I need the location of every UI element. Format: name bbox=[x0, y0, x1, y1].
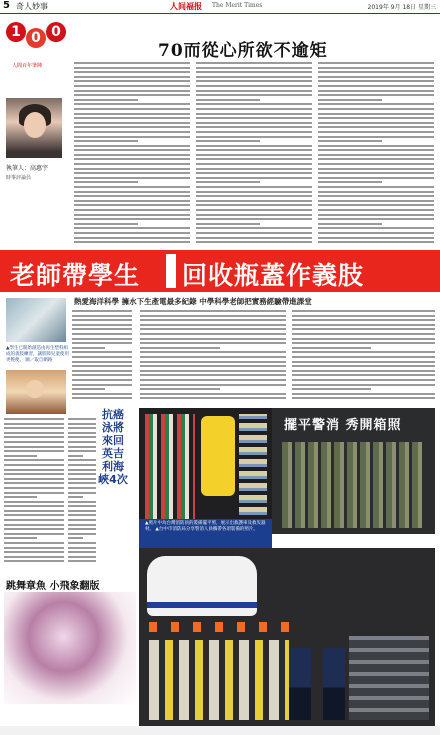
text-line bbox=[68, 492, 96, 494]
text-line bbox=[140, 388, 220, 390]
text-line bbox=[68, 423, 96, 425]
text-line bbox=[68, 450, 96, 452]
text-line bbox=[4, 487, 64, 489]
text-line bbox=[196, 214, 312, 216]
text-line bbox=[68, 446, 96, 448]
text-line bbox=[196, 186, 312, 188]
text-line bbox=[74, 103, 190, 105]
text-line bbox=[292, 342, 435, 344]
text-line bbox=[196, 131, 312, 133]
text-line bbox=[72, 384, 132, 386]
text-line bbox=[318, 76, 434, 78]
text-line bbox=[4, 514, 64, 516]
text-line bbox=[196, 209, 312, 211]
text-line bbox=[318, 103, 434, 105]
text-line bbox=[72, 397, 132, 399]
text-line bbox=[74, 149, 190, 151]
text-line bbox=[4, 551, 64, 553]
text-line bbox=[140, 342, 286, 344]
text-line bbox=[196, 227, 312, 229]
text-line bbox=[4, 469, 64, 471]
text-line bbox=[196, 241, 312, 243]
text-line bbox=[74, 140, 138, 142]
text-line bbox=[72, 315, 132, 317]
text-line bbox=[318, 71, 434, 73]
text-line bbox=[140, 319, 286, 321]
text-line bbox=[74, 218, 190, 220]
text-line bbox=[318, 67, 434, 69]
text-line bbox=[196, 191, 312, 193]
text-line bbox=[318, 214, 434, 216]
text-line bbox=[4, 432, 64, 434]
column-badge bbox=[6, 20, 70, 62]
text-line bbox=[68, 418, 96, 420]
text-line bbox=[74, 117, 190, 119]
text-line bbox=[140, 379, 286, 381]
text-line bbox=[318, 181, 382, 183]
text-line bbox=[318, 195, 434, 197]
text-line bbox=[74, 99, 138, 101]
text-line bbox=[68, 441, 96, 443]
text-line bbox=[74, 90, 190, 92]
text-line bbox=[318, 237, 434, 239]
text-line bbox=[74, 209, 190, 211]
text-line bbox=[4, 464, 64, 466]
text-line bbox=[196, 218, 312, 220]
text-line bbox=[68, 505, 96, 507]
text-line bbox=[68, 510, 96, 512]
side-text-1 bbox=[4, 418, 64, 568]
text-line bbox=[74, 154, 190, 156]
text-line bbox=[196, 90, 312, 92]
text-line bbox=[318, 149, 434, 151]
text-line bbox=[4, 524, 64, 526]
text-line bbox=[140, 310, 286, 312]
badge-digit-0b-icon: 0 bbox=[46, 22, 66, 42]
text-line bbox=[74, 186, 190, 188]
text-line bbox=[4, 423, 64, 425]
text-line bbox=[74, 71, 190, 73]
text-line bbox=[4, 505, 64, 507]
text-line bbox=[72, 324, 132, 326]
column-text-2 bbox=[196, 62, 312, 246]
text-line bbox=[74, 94, 190, 96]
text-line bbox=[72, 388, 105, 390]
text-line bbox=[72, 342, 132, 344]
text-line bbox=[196, 76, 312, 78]
text-line bbox=[196, 200, 312, 202]
text-line bbox=[74, 232, 190, 234]
text-line bbox=[318, 204, 434, 206]
text-line bbox=[72, 374, 132, 376]
text-line bbox=[140, 338, 286, 340]
text-line bbox=[74, 168, 190, 170]
police-story-title: 擺平警消 秀開箱照 bbox=[284, 418, 402, 433]
text-line bbox=[196, 108, 312, 110]
text-line bbox=[4, 492, 64, 494]
badge-subtitle: 人間百年筆陣 bbox=[12, 63, 43, 69]
text-line bbox=[4, 560, 64, 562]
text-line bbox=[4, 501, 64, 503]
octopus-photo bbox=[4, 592, 136, 704]
text-line bbox=[196, 163, 312, 165]
text-line bbox=[196, 67, 312, 69]
text-line bbox=[140, 347, 220, 349]
text-line bbox=[196, 195, 312, 197]
text-line bbox=[318, 113, 434, 115]
text-line bbox=[68, 537, 83, 539]
text-line bbox=[318, 140, 382, 142]
text-line bbox=[68, 547, 96, 549]
text-line bbox=[292, 319, 435, 321]
text-line bbox=[68, 436, 96, 438]
text-line bbox=[318, 172, 434, 174]
section-name: 奇人妙事 bbox=[16, 2, 48, 11]
text-line bbox=[4, 436, 64, 438]
text-line bbox=[72, 347, 105, 349]
text-line bbox=[318, 168, 434, 170]
text-line bbox=[318, 126, 434, 128]
text-line bbox=[4, 450, 64, 452]
text-line bbox=[68, 514, 96, 516]
text-line bbox=[196, 113, 312, 115]
text-line bbox=[318, 90, 434, 92]
text-line bbox=[4, 519, 64, 521]
text-line bbox=[196, 149, 312, 151]
text-line bbox=[318, 218, 434, 220]
text-line bbox=[196, 122, 312, 124]
text-line bbox=[68, 501, 96, 503]
text-line bbox=[4, 459, 64, 461]
text-line bbox=[292, 384, 435, 386]
text-line bbox=[140, 393, 286, 395]
text-line bbox=[292, 374, 435, 376]
text-line bbox=[318, 122, 434, 124]
text-line bbox=[4, 427, 64, 429]
text-line bbox=[196, 172, 312, 174]
text-line bbox=[318, 94, 434, 96]
text-line bbox=[74, 62, 190, 64]
author-name: 執筆人：高惠宇 bbox=[6, 165, 49, 172]
text-line bbox=[74, 177, 190, 179]
text-line bbox=[74, 108, 190, 110]
text-line bbox=[72, 351, 132, 353]
text-line bbox=[318, 62, 434, 64]
cancer-swimmer-headline: 抗癌泳將 來回英吉利海峽4次 bbox=[98, 408, 128, 486]
text-line bbox=[292, 338, 435, 340]
text-line bbox=[196, 71, 312, 73]
text-line bbox=[140, 328, 286, 330]
text-line bbox=[196, 168, 312, 170]
text-line bbox=[140, 356, 286, 358]
text-line bbox=[74, 163, 190, 165]
text-line bbox=[318, 136, 434, 138]
text-line bbox=[292, 328, 435, 330]
student-photo bbox=[6, 370, 66, 414]
feature-subhead: 熱愛海洋科學 擁水下生產電最多紀錄 中學科學老師把實務經驗帶進課堂 bbox=[74, 297, 312, 306]
text-line bbox=[292, 333, 435, 335]
text-line bbox=[74, 241, 190, 243]
text-line bbox=[318, 145, 434, 147]
author-photo bbox=[6, 98, 62, 158]
text-line bbox=[4, 537, 37, 539]
prosthetic-photo bbox=[6, 298, 66, 342]
text-line bbox=[74, 76, 190, 78]
text-line bbox=[196, 158, 312, 160]
column-text-1 bbox=[74, 62, 190, 246]
page-number: 5 bbox=[3, 0, 10, 11]
text-line bbox=[68, 556, 96, 558]
text-line bbox=[74, 122, 190, 124]
text-line bbox=[196, 237, 312, 239]
text-line bbox=[140, 374, 286, 376]
text-line bbox=[72, 310, 132, 312]
text-line bbox=[68, 473, 96, 475]
text-line bbox=[318, 85, 434, 87]
newspaper-logo: 人间福报 bbox=[170, 1, 202, 11]
text-line bbox=[4, 547, 64, 549]
text-line bbox=[140, 333, 286, 335]
text-line bbox=[196, 80, 312, 82]
text-line bbox=[140, 365, 286, 367]
text-line bbox=[74, 126, 190, 128]
text-line bbox=[74, 204, 190, 206]
text-line bbox=[4, 473, 64, 475]
text-line bbox=[196, 99, 260, 101]
text-line bbox=[4, 446, 64, 448]
text-line bbox=[72, 333, 132, 335]
text-line bbox=[4, 542, 64, 544]
text-line bbox=[318, 223, 382, 225]
text-line bbox=[318, 232, 434, 234]
text-line bbox=[74, 181, 138, 183]
banner-title-right: 回收瓶蓋作義肢 bbox=[182, 261, 365, 290]
text-line bbox=[292, 351, 435, 353]
text-line bbox=[292, 361, 435, 363]
badge-digit-1-icon: 1 bbox=[6, 22, 26, 42]
text-line bbox=[72, 365, 132, 367]
text-line bbox=[292, 310, 435, 312]
text-line bbox=[318, 200, 434, 202]
text-line bbox=[68, 482, 96, 484]
text-line bbox=[4, 510, 64, 512]
text-line bbox=[318, 99, 382, 101]
author-role: 時事評論員 bbox=[6, 175, 32, 181]
text-line bbox=[292, 356, 435, 358]
text-line bbox=[196, 232, 312, 234]
text-line bbox=[74, 200, 190, 202]
text-line bbox=[68, 519, 96, 521]
text-line bbox=[318, 154, 434, 156]
text-line bbox=[292, 347, 371, 349]
text-line bbox=[68, 560, 96, 562]
text-line bbox=[68, 542, 96, 544]
text-line bbox=[74, 85, 190, 87]
text-line bbox=[318, 80, 434, 82]
text-line bbox=[74, 136, 190, 138]
equipment-caption: ▲照片中為台灣消防員的裝備擺平照，展示出救護車及救災器材。 ▲台中市消防局分享警消人員攜帶各項裝備的照片。 bbox=[139, 519, 272, 548]
text-line bbox=[140, 324, 286, 326]
dateline: 2019年 9月 18日 星期三 bbox=[367, 4, 436, 11]
text-line bbox=[68, 487, 96, 489]
text-line bbox=[292, 388, 371, 390]
feature-text-2 bbox=[140, 310, 286, 406]
text-line bbox=[68, 427, 96, 429]
prosthetic-caption: ▲學生已開始創造由再生塑料組成的義肢練習，讓肢障兒童使用更輕便。 圖／取自網路 bbox=[6, 346, 69, 363]
text-line bbox=[292, 365, 435, 367]
text-line bbox=[68, 533, 96, 535]
text-line bbox=[68, 528, 96, 530]
text-line bbox=[72, 319, 132, 321]
text-line bbox=[72, 338, 132, 340]
text-line bbox=[4, 482, 64, 484]
feature-text-1 bbox=[72, 310, 132, 406]
text-line bbox=[318, 177, 434, 179]
text-line bbox=[292, 397, 435, 399]
text-line bbox=[74, 67, 190, 69]
text-line bbox=[72, 379, 132, 381]
text-line bbox=[318, 227, 434, 229]
text-line bbox=[318, 191, 434, 193]
text-line bbox=[318, 131, 434, 133]
text-line bbox=[196, 117, 312, 119]
text-line bbox=[68, 496, 83, 498]
text-line bbox=[74, 214, 190, 216]
text-line bbox=[292, 379, 435, 381]
text-line bbox=[74, 237, 190, 239]
text-line bbox=[318, 163, 434, 165]
text-line bbox=[74, 113, 190, 115]
text-line bbox=[72, 328, 132, 330]
text-line bbox=[74, 191, 190, 193]
text-line bbox=[74, 227, 190, 229]
text-line bbox=[74, 195, 190, 197]
text-line bbox=[196, 103, 312, 105]
text-line bbox=[318, 241, 434, 243]
text-line bbox=[196, 94, 312, 96]
text-line bbox=[4, 418, 64, 420]
text-line bbox=[74, 158, 190, 160]
masthead-english: The Merit Times bbox=[212, 2, 263, 9]
text-line bbox=[68, 551, 96, 553]
text-line bbox=[140, 351, 286, 353]
text-line bbox=[196, 126, 312, 128]
text-line bbox=[4, 478, 64, 480]
text-line bbox=[318, 158, 434, 160]
text-line bbox=[196, 85, 312, 87]
text-line bbox=[292, 393, 435, 395]
column-text-3 bbox=[318, 62, 434, 246]
text-line bbox=[140, 397, 286, 399]
text-line bbox=[292, 315, 435, 317]
page-footer bbox=[0, 726, 440, 735]
feature-text-3 bbox=[292, 310, 435, 406]
side-text-2 bbox=[68, 418, 96, 568]
text-line bbox=[74, 80, 190, 82]
text-line bbox=[196, 62, 312, 64]
text-line bbox=[4, 496, 37, 498]
text-line bbox=[4, 556, 64, 558]
text-line bbox=[74, 145, 190, 147]
text-line bbox=[4, 528, 64, 530]
text-line bbox=[196, 204, 312, 206]
text-line bbox=[4, 441, 64, 443]
text-line bbox=[68, 469, 96, 471]
text-line bbox=[318, 209, 434, 211]
octopus-story-title: 跳舞章魚 小飛象翻版 bbox=[6, 581, 100, 592]
text-line bbox=[72, 393, 132, 395]
text-line bbox=[196, 177, 312, 179]
text-line bbox=[140, 361, 286, 363]
text-line bbox=[74, 223, 138, 225]
text-line bbox=[74, 172, 190, 174]
text-line bbox=[196, 181, 260, 183]
text-line bbox=[68, 524, 96, 526]
text-line bbox=[196, 136, 312, 138]
text-line bbox=[196, 154, 312, 156]
text-line bbox=[68, 459, 96, 461]
column-title: 70而從心所欲不逾矩 bbox=[158, 41, 328, 61]
badge-digit-0-icon: 0 bbox=[26, 28, 46, 48]
text-line bbox=[292, 324, 435, 326]
text-line bbox=[4, 533, 64, 535]
text-line bbox=[68, 455, 83, 457]
text-line bbox=[140, 315, 286, 317]
text-line bbox=[318, 117, 434, 119]
text-line bbox=[68, 478, 96, 480]
text-line bbox=[196, 145, 312, 147]
text-line bbox=[68, 432, 96, 434]
text-line bbox=[292, 370, 435, 372]
text-line bbox=[196, 140, 260, 142]
text-line bbox=[140, 384, 286, 386]
banner-separator bbox=[166, 254, 176, 288]
text-line bbox=[196, 223, 260, 225]
text-line bbox=[72, 361, 132, 363]
text-line bbox=[72, 370, 132, 372]
text-line bbox=[72, 356, 132, 358]
text-line bbox=[318, 186, 434, 188]
banner-title-left: 老師帶學生 bbox=[10, 261, 141, 290]
text-line bbox=[74, 131, 190, 133]
police-gear-photo bbox=[139, 548, 435, 728]
text-line bbox=[4, 455, 37, 457]
text-line bbox=[318, 108, 434, 110]
text-line bbox=[68, 464, 96, 466]
text-line bbox=[140, 370, 286, 372]
